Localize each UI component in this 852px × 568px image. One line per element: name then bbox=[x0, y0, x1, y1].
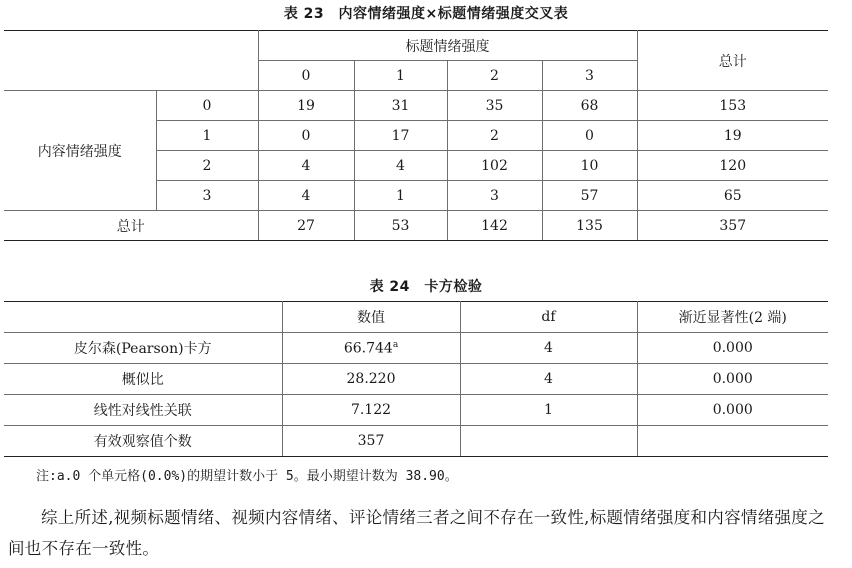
corner-cell bbox=[4, 302, 282, 333]
df-cell: 4 bbox=[460, 364, 637, 395]
col-header: 渐近显著性(2 端) bbox=[637, 302, 828, 333]
totals-row-header: 总计 bbox=[4, 211, 258, 241]
cell: 35 bbox=[447, 91, 542, 121]
row-header: 2 bbox=[156, 151, 258, 181]
table-row bbox=[4, 333, 828, 364]
value-cell: 28.220 bbox=[282, 364, 460, 395]
sig-cell: 0.000 bbox=[637, 364, 828, 395]
row-total: 153 bbox=[637, 91, 828, 121]
df-cell bbox=[460, 426, 637, 457]
totals-row bbox=[4, 211, 828, 241]
table-row bbox=[4, 426, 828, 457]
cell: 4 bbox=[258, 151, 354, 181]
sig-cell: 0.000 bbox=[637, 333, 828, 364]
cell: 142 bbox=[447, 211, 542, 241]
header-row-1 bbox=[4, 31, 828, 61]
row-header: 有效观察值个数 bbox=[4, 426, 282, 457]
corner-cell bbox=[4, 31, 258, 91]
sig-cell bbox=[637, 426, 828, 457]
table-row bbox=[4, 91, 828, 121]
row-total: 19 bbox=[637, 121, 828, 151]
row-header: 皮尔森(Pearson)卡方 bbox=[4, 333, 282, 364]
chi-square-table bbox=[4, 301, 828, 457]
cell: 4 bbox=[258, 181, 354, 211]
footnote-marker: a bbox=[392, 339, 399, 350]
col-header: 0 bbox=[258, 61, 354, 91]
row-header: 3 bbox=[156, 181, 258, 211]
cell: 68 bbox=[542, 91, 637, 121]
row-header: 线性对线性关联 bbox=[4, 395, 282, 426]
value-cell: 357 bbox=[282, 426, 460, 457]
row-total: 65 bbox=[637, 181, 828, 211]
col-header: 数值 bbox=[282, 302, 460, 333]
cell: 17 bbox=[354, 121, 447, 151]
sig-cell: 0.000 bbox=[637, 395, 828, 426]
cell: 0 bbox=[258, 121, 354, 151]
row-header: 概似比 bbox=[4, 364, 282, 395]
row-total: 120 bbox=[637, 151, 828, 181]
col-group-header: 标题情绪强度 bbox=[258, 31, 637, 61]
table-row bbox=[4, 395, 828, 426]
cell: 135 bbox=[542, 211, 637, 241]
cell: 4 bbox=[354, 151, 447, 181]
cell: 102 bbox=[447, 151, 542, 181]
col-header: 2 bbox=[447, 61, 542, 91]
table24-caption: 表 24 卡方检验 bbox=[369, 279, 483, 295]
cell: 57 bbox=[542, 181, 637, 211]
total-col-header: 总计 bbox=[637, 31, 828, 91]
cell: 10 bbox=[542, 151, 637, 181]
cell: 2 bbox=[447, 121, 542, 151]
col-header: 1 bbox=[354, 61, 447, 91]
cell: 1 bbox=[354, 181, 447, 211]
body-paragraph: 综上所述,视频标题情绪、视频内容情绪、评论情绪三者之间不存在一致性,标题情绪强度和内容情绪强度之间也不存在一致性。 bbox=[8, 508, 825, 558]
table23-caption: 表 23 内容情绪强度×标题情绪强度交叉表 bbox=[283, 6, 569, 22]
col-header: df bbox=[460, 302, 637, 333]
value-cell bbox=[282, 333, 460, 364]
cell: 3 bbox=[447, 181, 542, 211]
cell: 31 bbox=[354, 91, 447, 121]
row-header: 0 bbox=[156, 91, 258, 121]
df-cell: 4 bbox=[460, 333, 637, 364]
header-row bbox=[4, 302, 828, 333]
cell: 0 bbox=[542, 121, 637, 151]
cell: 27 bbox=[258, 211, 354, 241]
cell: 19 bbox=[258, 91, 354, 121]
col-header: 3 bbox=[542, 61, 637, 91]
value-text: 66.744 bbox=[343, 340, 393, 357]
row-header: 1 bbox=[156, 121, 258, 151]
df-cell: 1 bbox=[460, 395, 637, 426]
cell: 53 bbox=[354, 211, 447, 241]
table-row bbox=[4, 364, 828, 395]
table-footnote: 注:a.0 个单元格(0.0%)的期望计数小于 5。最小期望计数为 38.90。 bbox=[36, 469, 458, 484]
value-cell: 7.122 bbox=[282, 395, 460, 426]
crosstab-table bbox=[4, 30, 828, 241]
grand-total: 357 bbox=[637, 211, 828, 241]
row-group-header: 内容情绪强度 bbox=[4, 91, 156, 211]
